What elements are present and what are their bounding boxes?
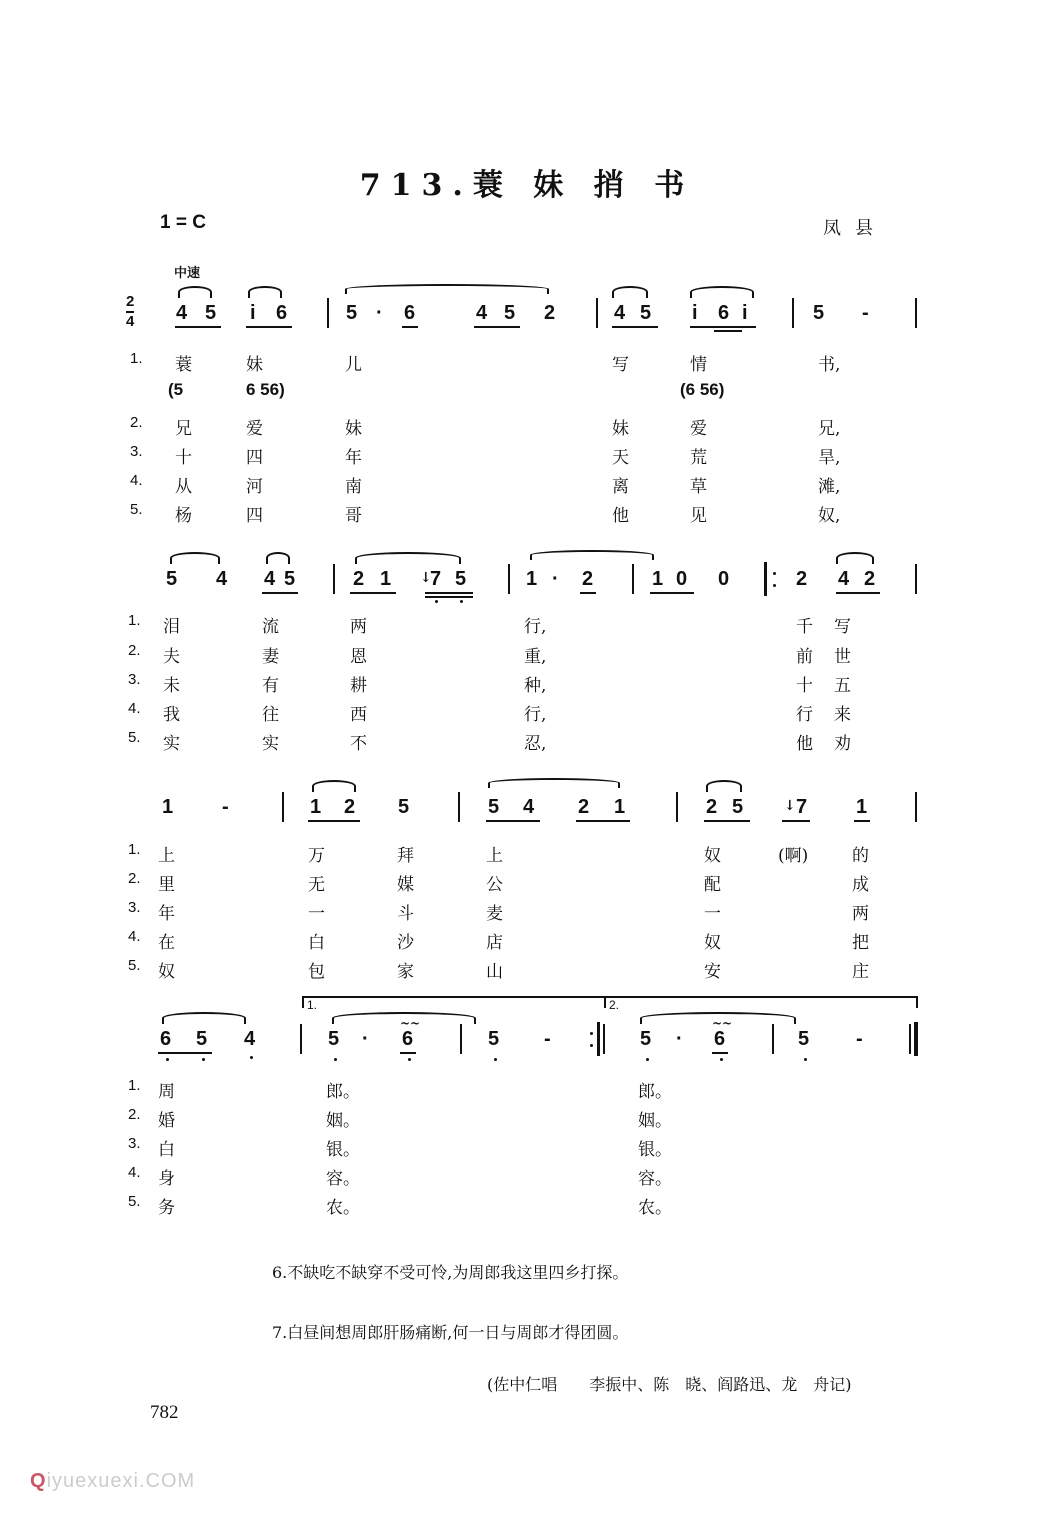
- volta-1: 1.: [307, 998, 318, 1012]
- volta-2: 2.: [609, 998, 620, 1012]
- note: 4: [176, 302, 188, 324]
- verse-7: 7.白昼间想周郎肝肠痛断,何一日与周郎才得团圆。: [272, 1323, 629, 1342]
- note: 2: [544, 302, 556, 324]
- note: i: [742, 302, 748, 324]
- interlude: (6 56): [680, 380, 725, 399]
- note: -: [862, 302, 869, 324]
- verse-6: 6.不缺吃不缺穿不受可怜,为周郎我这里四乡打探。: [272, 1263, 629, 1282]
- note: 2: [706, 796, 718, 818]
- note: -: [222, 796, 229, 818]
- note: 4: [476, 302, 488, 324]
- note: 5: [640, 1028, 652, 1050]
- note: 6: [404, 302, 416, 324]
- note: 2: [578, 796, 590, 818]
- note: ·: [676, 1028, 683, 1050]
- note: 5: [166, 568, 178, 590]
- note: 1: [652, 568, 664, 590]
- note: ·: [552, 568, 559, 590]
- note: 6: [160, 1028, 172, 1050]
- page-number: 782: [150, 1402, 179, 1423]
- note: 2: [353, 568, 365, 590]
- interlude: 6 56): [246, 380, 285, 399]
- note: 7: [796, 796, 808, 818]
- note: 2: [582, 568, 594, 590]
- note: 5: [488, 1028, 500, 1050]
- note: 5: [328, 1028, 340, 1050]
- note: 1: [614, 796, 626, 818]
- note: 1: [162, 796, 174, 818]
- note: 5: [504, 302, 516, 324]
- time-bottom: 4: [126, 313, 135, 330]
- note: 1: [380, 568, 392, 590]
- region-label: 凤县: [823, 218, 887, 239]
- note: 4: [244, 1028, 256, 1050]
- note: 0: [676, 568, 688, 590]
- interlude: (5: [168, 380, 184, 399]
- time-top: 2: [126, 293, 135, 310]
- note: 4: [614, 302, 626, 324]
- note: 6: [402, 1028, 414, 1050]
- time-signature: [126, 294, 134, 330]
- note: 6: [276, 302, 288, 324]
- note: 5: [813, 302, 825, 324]
- note: i: [692, 302, 698, 324]
- song-title: 713.蓑 妹 捎 书: [359, 168, 695, 203]
- credit-line: (佐中仁唱 李振中、陈 晓、阎路迅、龙 舟记): [487, 1375, 852, 1394]
- note: 2: [796, 568, 808, 590]
- note: 2: [344, 796, 356, 818]
- note: 0: [718, 568, 730, 590]
- note: 4: [264, 568, 276, 590]
- note: i: [250, 302, 256, 324]
- note: ·: [376, 302, 383, 324]
- note: 2: [864, 568, 876, 590]
- note: 5: [284, 568, 296, 590]
- watermark-logo: Qiyuexuexi.COM: [30, 1470, 196, 1492]
- note: ·: [362, 1028, 369, 1050]
- note: 4: [523, 796, 535, 818]
- note: 1: [856, 796, 868, 818]
- note: -: [544, 1028, 551, 1050]
- note: 1: [526, 568, 538, 590]
- note: 5: [455, 568, 467, 590]
- note: 5: [798, 1028, 810, 1050]
- note: 5: [196, 1028, 208, 1050]
- note: 5: [398, 796, 410, 818]
- note: 7: [430, 568, 442, 590]
- note: 4: [216, 568, 228, 590]
- note: 5: [732, 796, 744, 818]
- note: 1: [310, 796, 322, 818]
- note: 6: [714, 1028, 726, 1050]
- note: 6: [718, 302, 730, 324]
- note: -: [856, 1028, 863, 1050]
- note: 4: [838, 568, 850, 590]
- note: 5: [640, 302, 652, 324]
- note: 5: [488, 796, 500, 818]
- note: 5: [346, 302, 358, 324]
- tempo-marking: 中速: [174, 266, 201, 281]
- key-signature: 1 = C: [160, 212, 206, 233]
- note: 5: [205, 302, 217, 324]
